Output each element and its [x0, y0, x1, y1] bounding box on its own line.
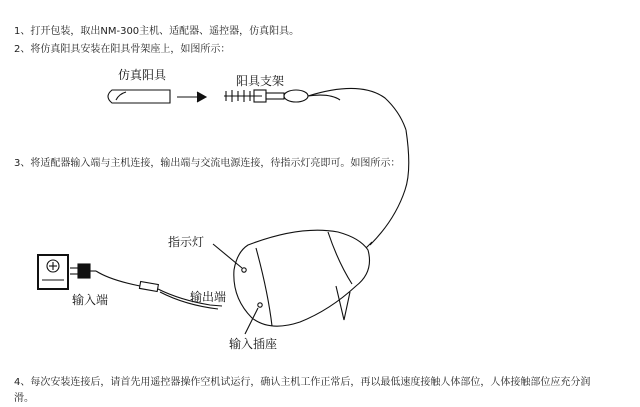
adapter-cable — [96, 271, 140, 286]
label-indicator: 指示灯 — [168, 235, 205, 249]
label-input-end: 输入端 — [72, 293, 109, 307]
machine-body-illustration — [234, 230, 372, 326]
label-output-end: 输出端 — [190, 290, 227, 304]
step-1-text: 1、打开包装，取出NM-300主机、适配器、遥控器，仿真阳具。 — [14, 26, 300, 37]
label-input-socket: 输入插座 — [229, 337, 278, 351]
step-2-text: 2、将仿真阳具安装在阳具骨架座上，如图所示： — [14, 44, 231, 55]
label-frame: 阳具支架 — [236, 74, 285, 88]
wall-socket-icon — [38, 255, 68, 289]
label-dildo: 仿真阳具 — [118, 68, 167, 82]
step-4-continuation: 滑。 — [14, 393, 34, 404]
pointer-indicator — [213, 244, 242, 268]
step-3-text: 3、将适配器输入端与主机连接，输出端与交流电源连接，待指示灯亮即可。如图所示： — [14, 158, 401, 169]
step-4-text: 4、每次安装连接后，请首先用遥控器操作空机试运行，确认主机工作正常后，再以最低速度接触人体部位，人体接触部位应充分润 — [14, 377, 591, 388]
power-plug-icon — [70, 264, 96, 278]
